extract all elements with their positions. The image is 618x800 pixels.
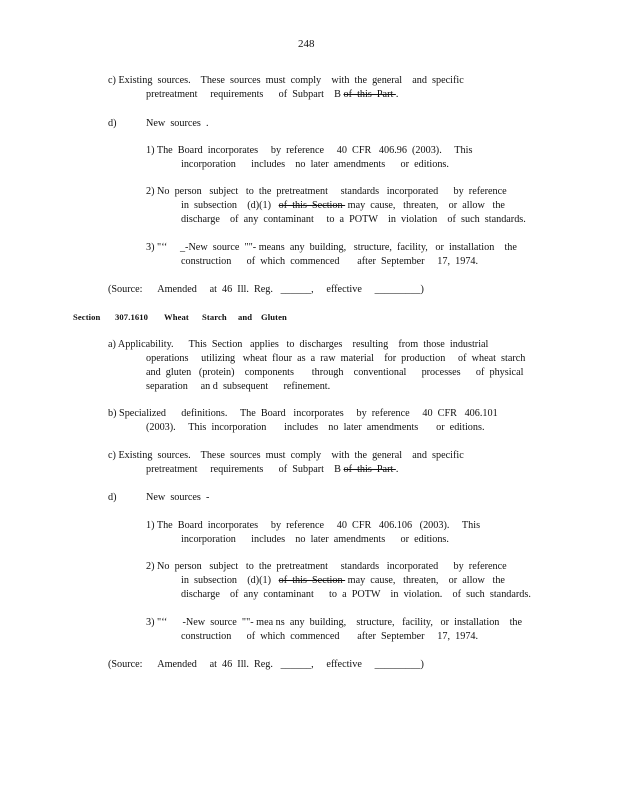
section-title-word: Wheat [164,312,189,322]
item-d2-line-1: 2) No person subject to the pretreatment standards incorporated by reference [146,186,507,197]
section-title-word: and [238,312,253,322]
section-number: 307.1610 [115,312,149,322]
item-d1-line-2: incorporation includes no later amendments or editions. [181,534,449,545]
section-title-word: Gluten [261,312,287,322]
subsection-c-line-2: pretreatment requirements of Subpart B of this Part . [146,89,399,100]
item-d3-line-2: construction of which commenced after September 17, 1974. [181,256,479,267]
subsection-c-line-1: c) Existing sources. These sources must comply with the general and specific [108,75,464,86]
section-title-word: Starch [202,312,227,322]
subsection-d-heading: New sources . [146,118,209,129]
item-d3-line-2: construction of which commenced after September 17, 1974. [181,631,479,642]
item-d2-line-2: in subsection (d)(1) of this Section may cause, threaten, or allow the [181,200,505,211]
struck-text: of this Section [278,200,346,211]
subsection-b-line-1: b) Specialized definitions. The Board incorporates by reference 40 CFR 406.101 [108,408,498,419]
struck-text: of this Part [343,464,396,475]
item-d1-line-1: 1) The Board incorporates by reference 40 CFR 406.106 (2003). This [146,520,481,531]
struck-text: of this Part [343,89,396,100]
item-d3-line-1: 3) "‘‘ -New source ""- mea ns any building, structure, facility, or installation the [146,617,523,628]
subsection-c-line-1: c) Existing sources. These sources must comply with the general and specific [108,450,464,461]
item-d2-line-3: discharge of any contaminant to a POTW in violation. of such standards. [181,589,531,600]
source-note: (Source: Amended at 46 Ill. Reg. ______, effective _________) [108,284,424,295]
item-d3-line-1: 3) "‘‘ _-New source ""- means any building, structure, facility, or installation the [146,242,517,253]
page-number: 248 [298,38,315,50]
subsection-a-line-4: separation an d subsequent refinement. [146,381,331,392]
subsection-c-line-2: pretreatment requirements of Subpart B of this Part . [146,464,399,475]
item-d2-line-1: 2) No person subject to the pretreatment standards incorporated by reference [146,561,507,572]
item-d1-line-1: 1) The Board incorporates by reference 40 CFR 406.96 (2003). This [146,145,473,156]
subsection-a-line-1: a) Applicability. This Section applies to discharges resulting from those industrial [108,339,489,350]
subsection-d-label: d) [108,118,117,129]
item-d2-line-3: discharge of any contaminant to a POTW in violation of such standards. [181,214,526,225]
subsection-d-heading: New sources - [146,492,210,503]
subsection-a-line-2: operations utilizing wheat flour as a raw material for production of wheat starch [146,353,526,364]
source-note: (Source: Amended at 46 Ill. Reg. ______, effective _________) [108,659,424,670]
item-d1-line-2: incorporation includes no later amendments or editions. [181,159,449,170]
section-label: Section [73,312,101,322]
struck-text: of this Section [278,575,346,586]
subsection-b-line-2: (2003). This incorporation includes no later amendments or editions. [146,422,485,433]
subsection-a-line-3: and gluten (protein) components through conventional processes of physical [146,367,524,378]
item-d2-line-2: in subsection (d)(1) of this Section may cause, threaten, or allow the [181,575,505,586]
subsection-d-label: d) [108,492,117,503]
